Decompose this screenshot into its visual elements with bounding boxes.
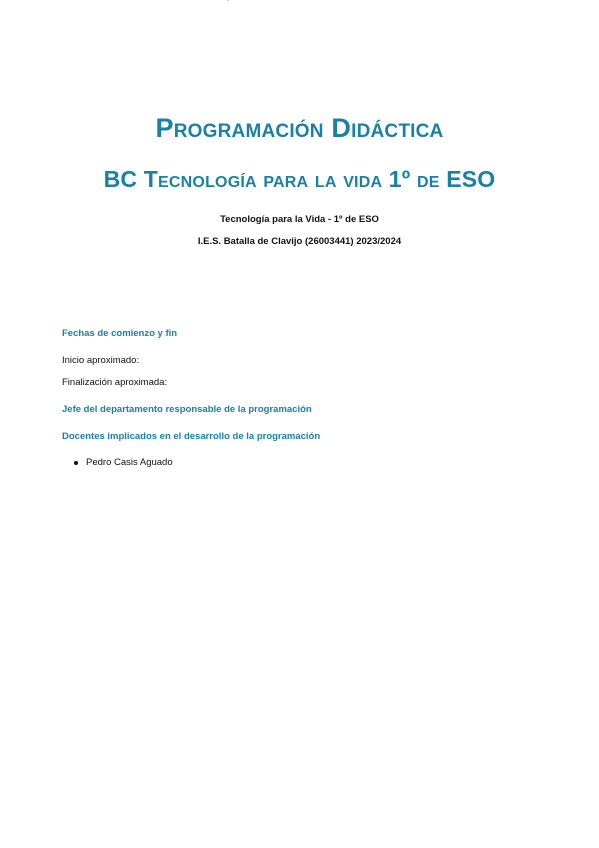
list-item [74,457,173,468]
document-subtitle: BC Tecnología para la vida 1º de ESO [103,166,496,192]
department-head-heading: Jefe del departamento responsable de la programación [62,404,312,415]
teachers-heading: Docentes implicados en el desarrollo de la programación [62,431,321,442]
teacher-name: Pedro Casis Aguado [86,457,173,468]
bullet-icon [74,461,78,465]
teachers-list [74,457,173,468]
start-date-label: Inicio aproximado: [62,355,140,366]
school-line: I.E.S. Batalla de Clavijo (26003441) 2023/2024 [197,236,402,247]
running-header [160,0,233,1]
subject-line: Tecnología para la Vida - 1º de ESO [220,214,379,225]
document-title: Programación Didáctica [155,113,444,143]
dates-heading: Fechas de comienzo y fin [62,328,178,339]
end-date-label: Finalización aproximada: [62,377,168,388]
